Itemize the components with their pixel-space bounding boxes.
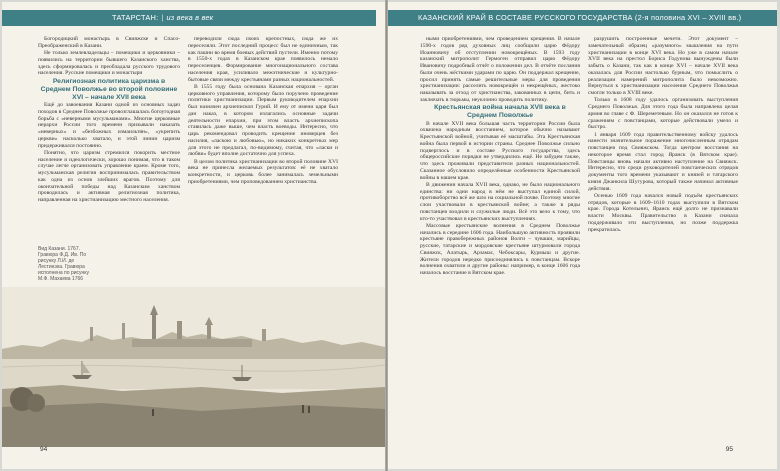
paragraph: переводили сюда своих крепостных, сюда же их переселяли. Этот последний процесс был не единичным, так как пашни во время боевых действий пустели. Именно потому в 1550-х годах в Казанском крае появилось немало переселенцев. Формирование многонационального состава населения края, усиливало межэтнические и культурно-бытовые связи между крестьянами разных национальностей. — [188, 36, 338, 83]
right-column-2 — [588, 36, 738, 451]
paragraph: Не только землевладельцы – помещики и церковники – появились на территории бывшего Казанского ханства, здесь сформировалась и преобладала русского трудового населения. Русские помещики и монастыри — [38, 50, 180, 77]
left-running-head-subtitle: из века в век — [166, 13, 214, 22]
paragraph: В целом политика христианизации во второй половине XVI века не принесла желаемых результатов: её не хватало конкретности, и церковь более занималась земельными приобретениями, чем проповедованием христианства. — [188, 158, 338, 185]
left-page — [2, 2, 385, 469]
paragraph: В 1555 году была основана Казанская епархия – орган церковного управления, которому было поручено проведение политики христианизации. Первым руководителем епархии был назначен архиепископ Гурий. И ему от имени царя был дан наказ, в котором излагались основные задачи деятельности епархии, при этом власть архиепископа ставилась даже выше, чем власть воеводы. Интересно, что царь рекомендовал проводить крещение иноверцев без насилия, «ласкою и любовью», но никаких конкретных мер для этого не предлагал, по-видимому, считая, что «ласки и любви» будет вполне достаточно для успеха. — [188, 83, 338, 158]
paragraph: Только в 1608 году удалось организовать выступления Среднего Поволжья. Для этого года была направлена целая армия во главе с Ф. Шереметевым. Но он оказался не готов к сражениям с повстанцами, которые действовали умело и быстро. — [588, 97, 738, 131]
right-running-head-subtitle: (2-я половина XVI – XVIII вв.) — [634, 13, 742, 22]
paragraph: В начале XVII века большая часть территории России была охвачена народным восстанием, которое обычно называют Крестьянской войной, учитывая её масштабы. Эта Крестьянская война была первой в истории страны. Среднее Поволжье сильно подверглось и в составе Русского государства, здесь общероссийские порядки не утвердились ещё. Не забудем также, что здесь проживали представители разных национальностей. Сказанное обусловило определённые особенности Крестьянской войны в нашем крае. — [420, 120, 580, 181]
engraving-caption: Вид Казани. 1767. Гравюра Ф.Д. Ив. По рисунку Л.И. де Лестинэка. Гравюра исполнена по рисунку М.Ф. Махаева 1766 — [38, 246, 90, 282]
kazan-engraving-image — [2, 287, 385, 447]
left-column-2 — [188, 36, 338, 284]
page-number-right: 95 — [725, 446, 733, 453]
paragraph: В движении начала XVII века, однако, не было национального единства: ни одни народ в нём не выступал единой силой, противоборство всё же шло на социальной почве. Поэтому многие слои участвовали в крестьянской войне; а также в ряды повстанцев входили и служилые люди. Всё это вело к тому, что кто-то участвовал в крестьянских выступлениях. — [420, 181, 580, 222]
right-column-1 — [420, 36, 580, 451]
paragraph: Богородицкий монастырь в Свияжске и Спасо-Преображенский в Казани. — [38, 36, 180, 49]
paragraph: Массовые крестьянские волнения в Среднем Поволжье начались в середине 1606 года. Наибольшую активность проявили крестьяне правобережных районов Волги – чуваши, марийцы, русские, татарские и мордовские крестьяне штурмовали города Свияжск, Алатырь, Арзамас, Чебоксары, Курмыш и другие. Жители городов нередко присоединялись к повстанцам. Вскоре волнения охватили и другие районы: например, в конце 1606 года началось восстание в Вятском крае. — [420, 222, 580, 276]
right-running-head — [388, 10, 777, 26]
paragraph: ными приобретениями, чем проведением крещения. В начале 1590-х годов ряд духовных лиц сообщили царю Фёдору Иоанновичу об отступлении новокрещёных. В 1593 году казанский митрополит Гермоген отправил царю Фёдору Ивановичу подробный отчёт о положении дел. В отчёте послания были очень жёсткими ударами по царю. Он поддержал крещение, просил принять самые решительные меры для проведения христианизации: расселить новокрещён и некрещёных, жестоко наказывать за отход от христианства, закованных в цепи, бить и заключать в тюрьмы, неуклонно проводить политику. — [420, 36, 580, 103]
section-title-peasant-war: Крестьянская война начала XVII века в Среднем Поволжье — [434, 104, 566, 119]
paragraph: 1 января 1609 года правительственному войску удалось нанести значительное поражение многочисленным отрядам повстанцев под Свияжском. Тогда центром восстания на некоторое время стал город Яранск (в Вятском крае). Повстанцы вновь начали активно наступление на Свияжск. Интересно, что среди руководителей повстанческих отрядов документы того времени указывают и князей и татарского князя Джанкила Шугурова, который также начинал активные действия. — [588, 131, 738, 192]
left-running-head: ТАТАРСТАН: | из века в век — [2, 10, 376, 26]
paragraph: Осенью 1609 года начался новый подъём крестьянских отрядов, которые в 1609–1610 годах выступили в Вятском крае. Города Котельнич, Яранск ещё долго не признавали власти Москвы. Правительство в Казани сначала поддерживало эти выступления, но позже поддержка прекратилась. — [588, 192, 738, 233]
left-running-head-title: ТАТАРСТАН: — [112, 13, 159, 22]
paragraph: Понятно, что царизм стремился покорить местное население и идеологически, хорошо понимая, что в таком случае легче организовать управление краем. Кроме того, мусульманская религия воспринималась правительством как одна из основ злейших врагов. Поэтому для окончательной победы над Казанским ханством проводилась и активная религиозная политика, направленная на христианизацию местного населения. — [38, 149, 180, 203]
page-number-left: 94 — [40, 446, 48, 453]
right-running-head-title: КАЗАНСКИЙ КРАЙ В СОСТАВЕ РУССКОГО ГОСУДАРСТВА — [418, 13, 633, 22]
section-title-religious-policy: Религиозная политика царизма в Среднем Поволжье во второй половине XVI – начале XVII века — [40, 77, 178, 101]
paragraph: разрушить построенные мечети. Этот документ – замечательный образец «разумного» мышления на пути христианизации в конце XVI века. Но уже в самом начале XVII века на престол Бориса Годунова вынуждены были забыть о Казани, так как в конце XVI – начале XVII века оказалась для России настолько бурным, что помыслить о реализации намерений митрополита было невозможно. Вернуться к христианизации населения Среднего Поволжья смогли только в XVIII веке. — [588, 36, 738, 96]
paragraph: Ещё до завоевания Казани одной из основных задач походов в Среднее Поволжье провозглашалась богоугодная борьба с «неверными мусульманами». Многие церковные иерархи России того времени призывали наказать «неверных» и «безбожных измаильтян», «укрепить церкви» насколько хватало, и этой линии царизм придерживался постоянно. — [38, 102, 180, 149]
right-page — [388, 2, 777, 469]
